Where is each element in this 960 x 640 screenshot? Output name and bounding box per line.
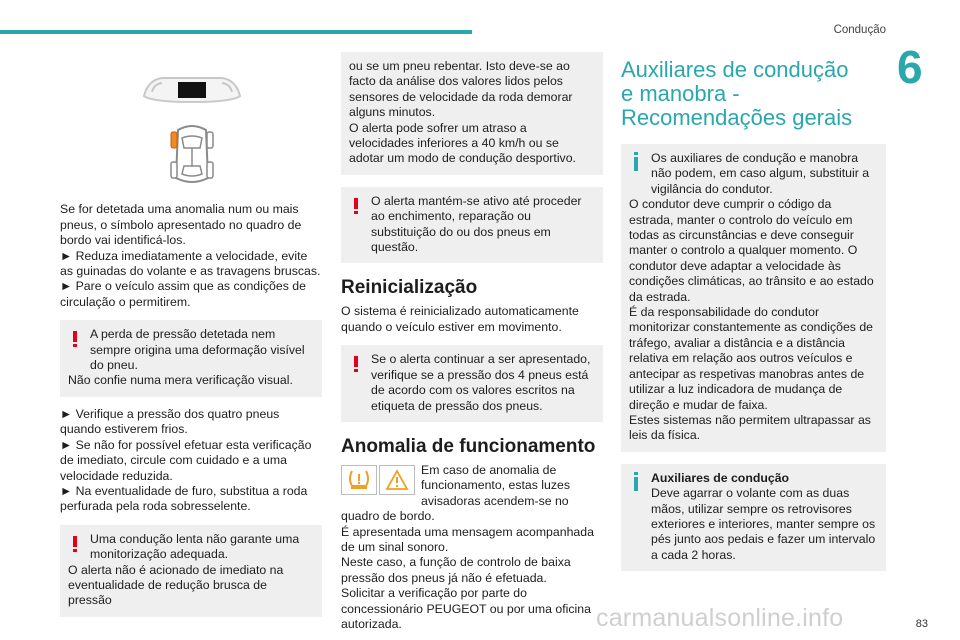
info-text: O condutor deve cumprir o código da estrada, manter o controlo do veículo em todas as circunstâncias e deve conseguir manter o controlo a qualquer momento. O condutor deve adaptar a velocidade às condições climáticas, ao trânsito e ao estado da estrada. [629, 197, 874, 304]
warning-text: A perda de pressão detetada nem sempre origina uma deformação visível do pneu. [90, 327, 305, 373]
page-number: 83 [915, 618, 928, 630]
warning-icon [73, 536, 77, 552]
warning-text: ou se um pneu rebentar. Isto deve-se ao facto da análise dos valores lidos pelos sensores de velocidade da roda demorar alguns minutos. [349, 59, 573, 120]
warning-icon [354, 356, 358, 372]
warning-text: Se o alerta continuar a ser apresentado, verifique se a pressão dos 4 pneus está de acordo com os valores escritos na etiqueta de pressão dos pneus. [371, 352, 591, 413]
warning-text: O alerta mantém-se ativo até proceder ao enchimento, reparação ou substituição do ou dos pneus em questão. [371, 193, 582, 255]
warning-box [60, 525, 322, 617]
paragraph: Solicitar a verificação por parte do concessionário PEUGEOT ou por uma oficina autorizada. [341, 586, 591, 631]
warning-box [341, 345, 603, 422]
tire-pressure-warning-icon [341, 465, 377, 495]
heading-auxiliares: Auxiliares de condução e manobra - Recomendações gerais [621, 57, 853, 130]
info-icon [634, 472, 638, 491]
warning-icon [354, 198, 358, 214]
car-top-view-icon [140, 66, 244, 192]
heading-reinicializacao: Reinicialização [341, 277, 478, 299]
paragraph: É apresentada uma mensagem acompanhada de um sinal sonoro. [341, 524, 594, 554]
warning-text: O alerta não é acionado de imediato na eventualidade de redução brusca de pressão [68, 562, 284, 608]
warning-triangle-icon [379, 465, 415, 495]
column-right [621, 52, 886, 571]
instrument-panel-icon [144, 78, 240, 102]
warning-text: Uma condução lenta não garante uma monitorização adequada. [90, 531, 300, 562]
info-text: Os auxiliares de condução e manobra não podem, em caso algum, substituir a vigilância do condutor. [651, 151, 870, 196]
paragraph: Em caso de anomalia de funcionamento, estas luzes avisadoras acendem-se no quadro de bordo. [341, 462, 571, 524]
column-middle [341, 52, 603, 632]
warning-box-continued [341, 52, 603, 175]
paragraph: ► Se não for possível efetuar esta verificação de imediato, circule com cuidado e a uma velocidade reduzida. [60, 437, 312, 483]
column-left [60, 66, 322, 617]
info-text: É da responsabilidade do condutor monitorizar constantemente as condições de tráfego, avaliar a distância e a distância relativa em relação aos outros veículos e antecipar as respetivas manobras antes de utilizar a luz indicadora de mudança de direção e mudar de faixa. [629, 305, 874, 412]
heading-anomalia: Anomalia de funcionamento [341, 435, 596, 457]
warning-lights [341, 465, 415, 495]
warning-icon [73, 331, 77, 347]
warning-text: O alerta pode sofrer um atraso a velocidades inferiores a 40 km/h ou se adotar um modo de condução desportivo. [349, 120, 576, 166]
warning-box [60, 320, 322, 397]
warning-box [341, 187, 603, 264]
paragraph: O sistema é reinicializado automaticamente quando o veículo estiver em movimento. [341, 304, 579, 334]
section-title: Condução [833, 24, 886, 36]
info-box [621, 144, 886, 452]
info-icon [634, 152, 638, 171]
warning-text: Não confie numa mera verificação visual. [68, 373, 293, 388]
info-title: Auxiliares de condução [651, 470, 790, 485]
watermark: carmanualsonline.info [596, 604, 844, 632]
info-box [621, 464, 886, 571]
paragraph: Se for detetada uma anomalia num ou mais pneus, o símbolo apresentado no quadro de bordo vai identificá-los. [60, 202, 302, 248]
paragraph: Neste caso, a função de controlo de baixa pressão dos pneus já não é efetuada. [341, 555, 571, 585]
header-accent-bar [0, 30, 472, 34]
info-text: Estes sistemas não permitem ultrapassar as leis da física. [629, 412, 871, 443]
paragraph: ► Verifique a pressão dos quatro pneus quando estiverem frios. [60, 406, 280, 437]
paragraph: ► Na eventualidade de furo, substitua a roda perfurada pela roda sobresselente. [60, 483, 308, 514]
paragraph: ► Reduza imediatamente a velocidade, evite as guinadas do volante e as travagens bruscas. [60, 248, 321, 279]
chapter-number: 6 [897, 41, 923, 93]
paragraph: ► Pare o veículo assim que as condições de circulação o permitirem. [60, 279, 306, 309]
info-text: Deve agarrar o volante com as duas mãos, utilizar sempre os retrovisores exteriores e interiores, manter sempre os pés junto aos pedais e fazer um intervalo a cada 2 horas. [651, 486, 876, 562]
